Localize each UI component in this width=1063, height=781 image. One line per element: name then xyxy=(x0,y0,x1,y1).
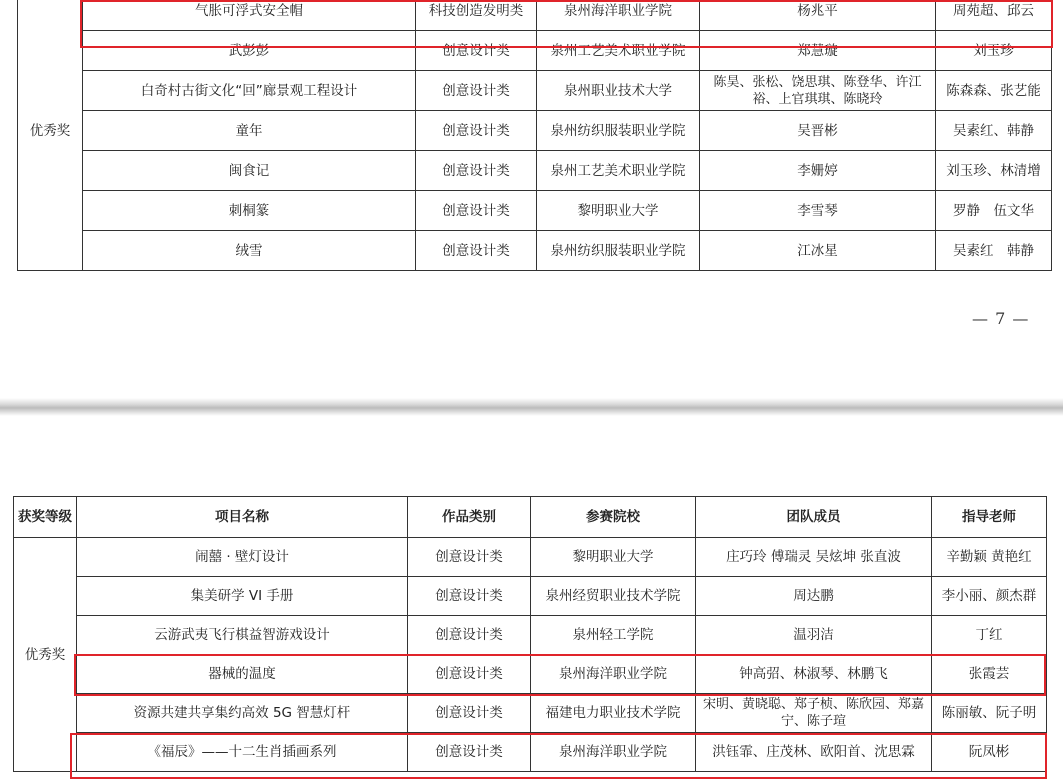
page-number: — 7 — xyxy=(972,309,1030,328)
advisors-cell: 陈森森、张艺能 xyxy=(936,71,1052,111)
advisors-cell: 丁红 xyxy=(932,616,1047,655)
document-page-8 xyxy=(0,416,1063,781)
members-cell: 江冰星 xyxy=(700,231,936,271)
category-cell: 创意设计类 xyxy=(416,191,537,231)
header-members: 团队成员 xyxy=(696,497,932,538)
header-award-level: 获奖等级 xyxy=(14,497,77,538)
category-cell: 创意设计类 xyxy=(416,111,537,151)
school-cell: 黎明职业大学 xyxy=(537,191,700,231)
category-cell: 创意设计类 xyxy=(416,151,537,191)
category-cell: 创意设计类 xyxy=(408,655,531,694)
table-row xyxy=(14,694,1047,733)
advisors-cell: 阮凤彬 xyxy=(932,733,1047,772)
table-row xyxy=(14,733,1047,772)
header-category: 作品类别 xyxy=(408,497,531,538)
members-cell: 杨兆平 xyxy=(700,0,936,31)
advisors-cell: 罗静 伍文华 xyxy=(936,191,1052,231)
award-level-cell: 优秀奖 xyxy=(18,0,83,271)
members-cell: 吴晋彬 xyxy=(700,111,936,151)
header-advisors: 指导老师 xyxy=(932,497,1047,538)
school-cell: 泉州纺织服装职业学院 xyxy=(537,111,700,151)
school-cell: 泉州职业技术大学 xyxy=(537,71,700,111)
project-cell: 白奇村古街文化“回”廊景观工程设计 xyxy=(83,71,416,111)
table-row xyxy=(18,231,1052,271)
category-cell: 创意设计类 xyxy=(408,733,531,772)
project-cell: 闹囍 · 壁灯设计 xyxy=(77,538,408,577)
awards-table-page-7 xyxy=(17,0,1052,271)
members-cell: 陈昊、张松、饶思琪、陈登华、许江裕、上官琪琪、陈晓玲 xyxy=(700,71,936,111)
category-cell: 创意设计类 xyxy=(408,616,531,655)
members-cell: 钟高弨、林淑琴、林鹏飞 xyxy=(696,655,932,694)
category-cell: 科技创造发明类 xyxy=(416,0,537,31)
table-row xyxy=(14,616,1047,655)
school-cell: 泉州经贸职业技术学院 xyxy=(531,577,696,616)
members-cell: 宋明、黄晓聪、郑子桢、陈欣园、郑嘉宁、陈子瑄 xyxy=(696,694,932,733)
advisors-cell: 吴素红 韩静 xyxy=(936,231,1052,271)
project-cell: 童年 xyxy=(83,111,416,151)
table-row xyxy=(18,191,1052,231)
table-row xyxy=(18,111,1052,151)
table-row xyxy=(14,655,1047,694)
members-cell: 李雪琴 xyxy=(700,191,936,231)
awards-table-page-8 xyxy=(13,496,1047,772)
members-cell: 温羽洁 xyxy=(696,616,932,655)
page-separator xyxy=(0,398,1063,416)
project-cell: 资源共建共享集约高效 5G 智慧灯杆 xyxy=(77,694,408,733)
advisors-cell: 辛勤颖 黄艳红 xyxy=(932,538,1047,577)
school-cell: 泉州海洋职业学院 xyxy=(531,655,696,694)
table-row xyxy=(18,71,1052,111)
school-cell: 泉州工艺美术职业学院 xyxy=(537,151,700,191)
advisors-cell: 吴素红、韩静 xyxy=(936,111,1052,151)
table-header-row xyxy=(14,497,1047,538)
table-row xyxy=(14,538,1047,577)
table-row xyxy=(18,151,1052,191)
project-cell: 集美研学 VI 手册 xyxy=(77,577,408,616)
project-cell: 闽食记 xyxy=(83,151,416,191)
category-cell: 创意设计类 xyxy=(408,577,531,616)
table-row xyxy=(18,31,1052,71)
project-cell: 《福辰》——十二生肖插画系列 xyxy=(77,733,408,772)
members-cell: 郑慧璇 xyxy=(700,31,936,71)
advisors-cell: 张霞芸 xyxy=(932,655,1047,694)
members-cell: 李姗婷 xyxy=(700,151,936,191)
members-cell: 庄巧玲 傅瑞灵 吴炫坤 张直波 xyxy=(696,538,932,577)
members-cell: 洪钰霏、庄茂林、欧阳首、沈思霖 xyxy=(696,733,932,772)
advisors-cell: 李小丽、颜杰群 xyxy=(932,577,1047,616)
school-cell: 福建电力职业技术学院 xyxy=(531,694,696,733)
school-cell: 泉州纺织服装职业学院 xyxy=(537,231,700,271)
school-cell: 泉州工艺美术职业学院 xyxy=(537,31,700,71)
award-level-cell: 优秀奖 xyxy=(14,538,77,772)
project-cell: 云游武夷飞行棋益智游戏设计 xyxy=(77,616,408,655)
project-cell: 刺桐篆 xyxy=(83,191,416,231)
category-cell: 创意设计类 xyxy=(416,231,537,271)
category-cell: 创意设计类 xyxy=(408,694,531,733)
project-cell: 器械的温度 xyxy=(77,655,408,694)
advisors-cell: 刘玉珍、林清增 xyxy=(936,151,1052,191)
members-cell: 周达鹏 xyxy=(696,577,932,616)
category-cell: 创意设计类 xyxy=(416,31,537,71)
school-cell: 黎明职业大学 xyxy=(531,538,696,577)
category-cell: 创意设计类 xyxy=(416,71,537,111)
table-row xyxy=(14,577,1047,616)
category-cell: 创意设计类 xyxy=(408,538,531,577)
project-cell: 绒雪 xyxy=(83,231,416,271)
advisors-cell: 陈丽敏、阮子明 xyxy=(932,694,1047,733)
header-school: 参赛院校 xyxy=(531,497,696,538)
advisors-cell: 周苑超、邱云 xyxy=(936,0,1052,31)
school-cell: 泉州海洋职业学院 xyxy=(531,733,696,772)
school-cell: 泉州海洋职业学院 xyxy=(537,0,700,31)
project-cell: 气胀可浮式安全帽 xyxy=(83,0,416,31)
advisors-cell: 刘玉珍 xyxy=(936,31,1052,71)
table-row xyxy=(18,0,1052,31)
header-project-name: 项目名称 xyxy=(77,497,408,538)
school-cell: 泉州轻工学院 xyxy=(531,616,696,655)
project-cell: 武彭彭 xyxy=(83,31,416,71)
